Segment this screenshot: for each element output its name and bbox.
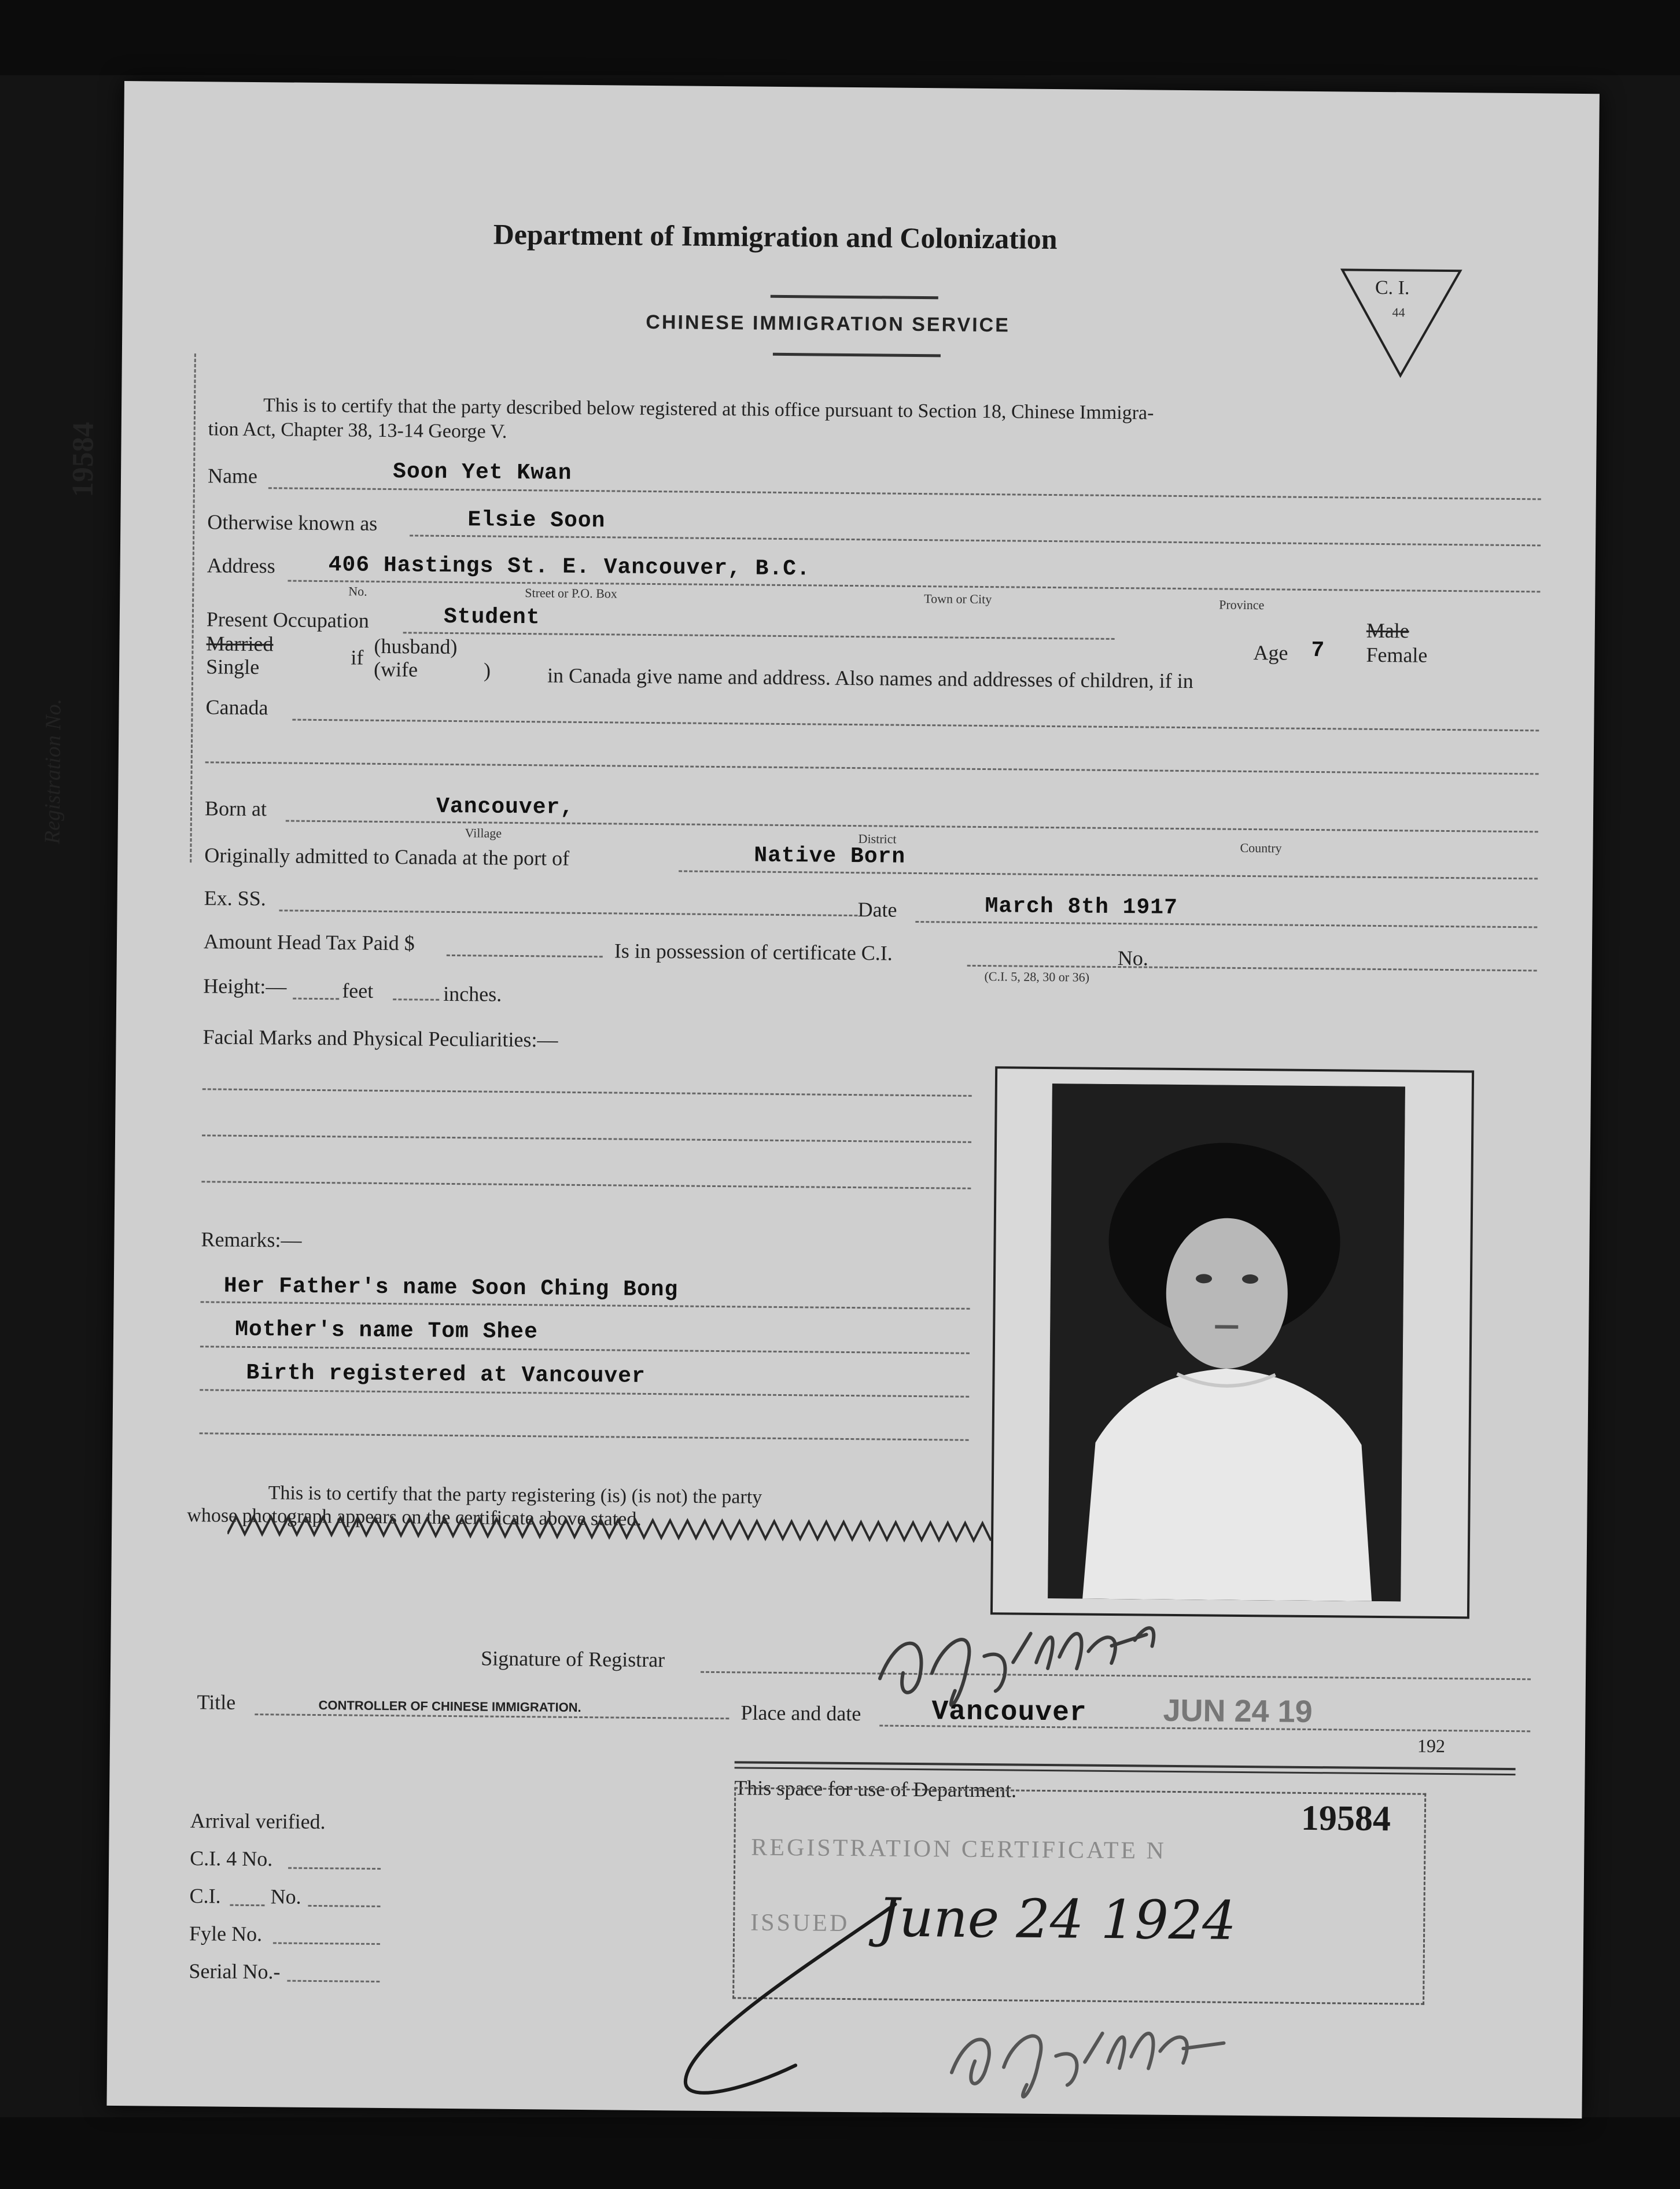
cert-no: No.: [1117, 946, 1149, 970]
title-value: CONTROLLER OF CHINESE IMMIGRATION.: [318, 1698, 581, 1715]
date-line: [915, 921, 1537, 928]
title-label: Title: [197, 1690, 236, 1714]
photo-cert-line-1: This is to certify that the party registering (is) (is not) the party: [268, 1482, 762, 1508]
occupation-value: Student: [443, 604, 540, 631]
ci4-label: C.I. 4 No.: [190, 1847, 273, 1871]
photo-cert-line-2: whose photograph appears on the certificate above stated.: [187, 1505, 642, 1530]
married-label: Married: [206, 632, 274, 656]
remarks-dots-2: [200, 1346, 970, 1354]
remarks-line-1: Her Father's name Soon Ching Bong: [223, 1273, 679, 1303]
serial-line: [287, 1980, 380, 1982]
cert-note: (C.I. 5, 28, 30 or 36): [984, 969, 1090, 985]
date-stamp: JUN 24 19: [1163, 1693, 1313, 1730]
remarks-dots-3: [200, 1389, 969, 1398]
aka-line: [410, 535, 1541, 546]
exss-label: Ex. SS.: [204, 886, 266, 911]
address-label: Address: [207, 554, 275, 578]
born-village: Village: [465, 826, 502, 841]
ci-line: [230, 1904, 264, 1907]
height-inches: inches.: [443, 982, 502, 1006]
certify-line-2: tion Act, Chapter 38, 13-14 George V.: [208, 418, 507, 443]
film-border-top: [0, 0, 1680, 75]
canada-line-2: [205, 761, 1539, 775]
facial-line-2: [202, 1134, 971, 1143]
side-registration-label: Registration No.: [40, 698, 66, 845]
wife-close: ): [483, 658, 491, 682]
facial-line-1: [202, 1088, 972, 1097]
address-street: Street or P.O. Box: [525, 585, 617, 601]
canada-text: in Canada give name and address. Also names and addresses of children, if in: [547, 664, 1193, 693]
born-value: Vancouver,: [436, 794, 574, 820]
headtax-label: Amount Head Tax Paid $: [203, 930, 415, 955]
signature-label: Signature of Registrar: [481, 1646, 665, 1672]
date-label: Date: [857, 898, 897, 922]
ci-label: C.I.: [189, 1884, 221, 1908]
fyle-label: Fyle No.: [189, 1922, 263, 1946]
if-label: if: [351, 646, 364, 669]
applicant-photograph: [1048, 1084, 1405, 1601]
remarks-dots-1: [201, 1301, 970, 1310]
certify-line-1: This is to certify that the party described below registered at this office pursuant to Section 18, Chinese Immigra-: [263, 395, 1154, 424]
age-value: 7: [1311, 637, 1325, 664]
port-line: [679, 870, 1538, 879]
ci4-line: [288, 1867, 381, 1870]
wife-label: (wife: [373, 657, 418, 681]
department-signature: [928, 1991, 1253, 2121]
form-number: 44: [1392, 305, 1405, 320]
cert-label: Is in possession of certificate C.I.: [614, 939, 893, 965]
address-no: No.: [348, 584, 367, 599]
side-dotted-line: [190, 353, 196, 863]
serial-label: Serial No.-: [189, 1959, 281, 1984]
born-country: Country: [1240, 840, 1282, 856]
address-line: [288, 580, 1540, 592]
port-value: Native Born: [754, 843, 906, 869]
service-title: CHINESE IMMIGRATION SERVICE: [646, 311, 1011, 337]
issued-stamp: ISSUED: [750, 1909, 850, 1937]
facial-label: Facial Marks and Physical Peculiarities:—: [202, 1025, 558, 1052]
scribble-strikethrough: [227, 1511, 1003, 1553]
height-feet: feet: [342, 979, 374, 1003]
title-rule-bottom: [773, 353, 941, 358]
facial-line-3: [201, 1181, 971, 1189]
port-label: Originally admitted to Canada at the port of: [204, 843, 570, 870]
ci-no-label: No.: [270, 1885, 301, 1908]
exss-line: [279, 909, 857, 916]
height-feet-line: [293, 998, 339, 1000]
remarks-line-3: Birth registered at Vancouver: [246, 1360, 646, 1389]
height-label: Height:—: [203, 974, 287, 998]
sex-male: Male: [1366, 618, 1409, 643]
address-province: Province: [1219, 597, 1265, 613]
department-space-label: This space for use of Department.: [734, 1776, 1017, 1802]
height-inches-line: [393, 998, 439, 1001]
department-title: Department of Immigration and Colonization: [493, 218, 1058, 256]
address-town: Town or City: [924, 591, 992, 607]
remarks-label: Remarks:—: [201, 1228, 302, 1252]
canada-label: Canada: [205, 695, 268, 720]
arrival-verified: Arrival verified.: [190, 1809, 326, 1834]
ci-no-line: [308, 1905, 380, 1907]
single-label: Single: [205, 655, 260, 679]
husband-label: (husband): [374, 634, 458, 659]
occupation-line: [403, 632, 1115, 640]
place-label: Place and date: [740, 1701, 861, 1726]
date-value: March 8th 1917: [985, 894, 1178, 920]
age-label: Age: [1253, 641, 1288, 665]
department-number: 19584: [1300, 1798, 1391, 1839]
born-label: Born at: [204, 797, 267, 821]
title-rule-top: [771, 295, 938, 300]
aka-value: Elsie Soon: [467, 507, 606, 534]
form-code: C. I.: [1375, 277, 1410, 299]
year-suffix: 192: [1417, 1735, 1446, 1757]
born-district: District: [858, 831, 897, 846]
photograph-frame: [990, 1066, 1474, 1619]
registration-certificate: [40, 81, 1599, 2118]
side-registration-number: 19584: [66, 422, 100, 498]
registration-cert-stamp: REGISTRATION CERTIFICATE N: [751, 1834, 1167, 1864]
name-line: [268, 487, 1541, 500]
sex-female: Female: [1366, 643, 1428, 667]
remarks-line-2: Mother's name Tom Shee: [234, 1317, 539, 1345]
fyle-line: [273, 1942, 380, 1945]
name-value: Soon Yet Kwan: [392, 459, 572, 486]
canada-line-1: [292, 719, 1539, 732]
address-value: 406 Hastings St. E. Vancouver, B.C.: [328, 552, 811, 582]
film-border-bottom: [0, 2117, 1680, 2189]
remarks-dots-4: [200, 1432, 969, 1441]
place-value: Vancouver: [931, 1696, 1087, 1729]
issued-date-handwritten: June 24 1924: [877, 1886, 1237, 1952]
headtax-line: [447, 955, 603, 957]
occupation-label: Present Occupation: [206, 607, 369, 632]
name-label: Name: [207, 464, 258, 488]
aka-label: Otherwise known as: [207, 510, 378, 535]
